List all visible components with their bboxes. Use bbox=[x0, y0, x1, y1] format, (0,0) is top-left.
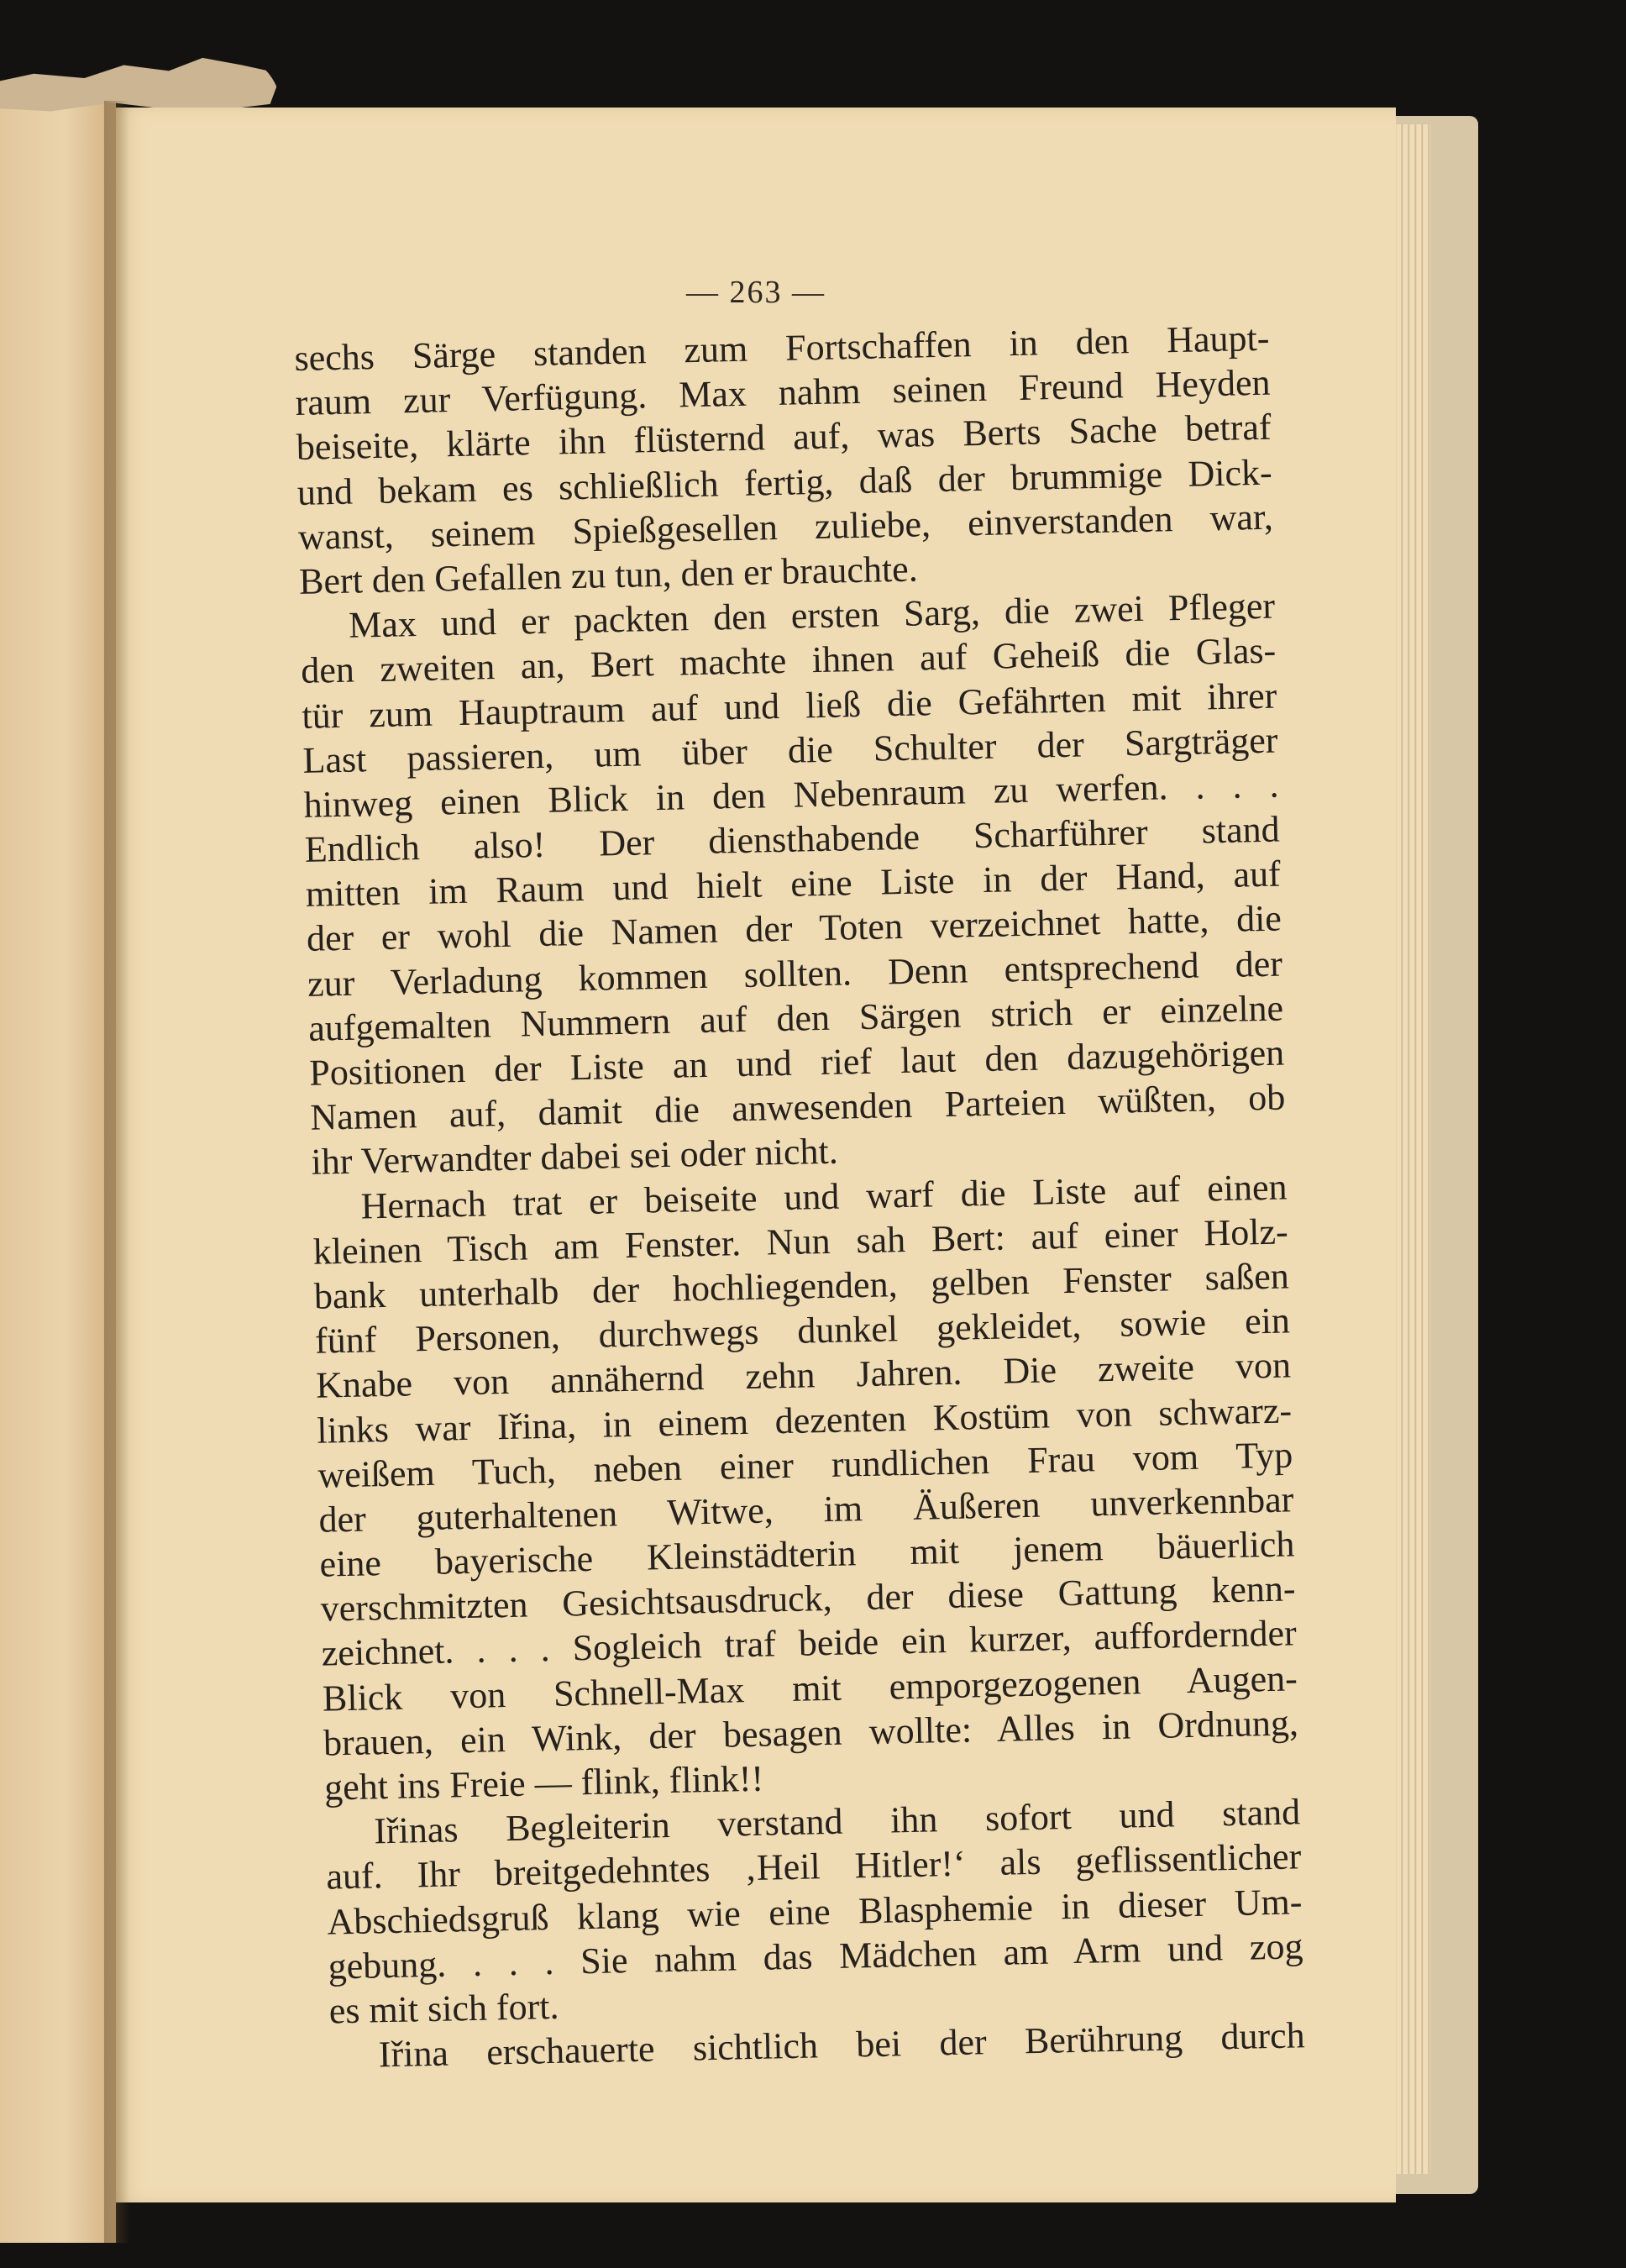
text-line: Abschiedsgruß klang wie eine Blasphemie in dieser Um- bbox=[327, 1880, 1303, 1943]
text-line: gebung. . . . Sie nahm das Mädchen am Arm und zog bbox=[328, 1925, 1303, 1987]
text-line: eine bayerische Kleinstädterin mit jenem bäuerlich bbox=[319, 1523, 1295, 1585]
text-line: brauen, ein Wink, der besagen wollte: Alles in Ordnung, bbox=[323, 1702, 1299, 1764]
page-stack-edges bbox=[1390, 124, 1430, 2174]
text-line: Max und er packten den ersten Sarg, die zwei Pfleger bbox=[348, 585, 1276, 646]
text-line: Bert den Gefallen zu tun, den er brauchte. bbox=[298, 548, 919, 602]
text-line: der guterhaltenen Witwe, im Äußeren unverkennbar bbox=[318, 1478, 1294, 1541]
text-line: Iřina erschauerte sichtlich bei der Berührung durch bbox=[378, 2014, 1306, 2076]
text-line: zeichnet. . . . Sogleich traf beide ein kurzer, auffordernder bbox=[321, 1612, 1298, 1675]
text-line: geht ins Freie — flink, flink!! bbox=[323, 1757, 764, 1809]
text-line: ihr Verwandter dabei sei oder nicht. bbox=[311, 1131, 839, 1184]
text-line: Hernach trat er beiseite und warf die Liste auf einen bbox=[360, 1166, 1288, 1227]
text-line: Iřinas Begleiterin verstand ihn sofort und stand bbox=[373, 1791, 1301, 1852]
text-line: verschmitzten Gesichtsausdruck, der diese Gattung kenn- bbox=[320, 1567, 1297, 1630]
text-line: auf. Ihr breitgedehntes ‚Heil Hitler!‘ als geflissentlicher bbox=[325, 1835, 1302, 1898]
text-line: weißem Tuch, neben einer rundlichen Frau vom Typ bbox=[317, 1434, 1293, 1496]
text-line: Namen auf, damit die anwesenden Parteien wüßten, ob bbox=[309, 1076, 1286, 1138]
text-line: Blick von Schnell-Max mit emporgezogenen Augen- bbox=[322, 1656, 1298, 1719]
text-line: Knabe von annähernd zehn Jahren. Die zweite von bbox=[315, 1344, 1292, 1407]
page-number: — 263 — bbox=[686, 275, 826, 310]
body-text bbox=[294, 316, 1305, 2078]
text-line: Last passieren, um über die Schulter der Sargträger bbox=[302, 719, 1278, 781]
text-line: links war Iřina, in einem dezenten Kostüm von schwarz- bbox=[316, 1389, 1293, 1452]
text-line: bank unterhalb der hochliegenden, gelben Fenster saßen bbox=[313, 1255, 1290, 1317]
text-line: fünf Personen, durchwegs dunkel gekleidet, sowie ein bbox=[314, 1299, 1291, 1362]
text-line: kleinen Tisch am Fenster. Nun sah Bert: auf einer Holz- bbox=[312, 1210, 1289, 1273]
text-line: sechs Särge standen zum Fortschaffen in den Haupt- bbox=[294, 317, 1270, 379]
spine-gutter-shadow bbox=[104, 101, 129, 2243]
text-line: mitten im Raum und hielt eine Liste in der Hand, auf bbox=[305, 853, 1282, 916]
text-line: der er wohl die Namen der Toten verzeichnet hatte, die bbox=[306, 897, 1282, 960]
text-line: den zweiten an, Bert machte ihnen auf Geheiß die Glas- bbox=[300, 629, 1277, 692]
text-line: raum zur Verfügung. Max nahm seinen Freund Heyden bbox=[295, 361, 1271, 424]
text-line: es mit sich fort. bbox=[328, 1985, 559, 2032]
text-line: Endlich also! Der diensthabende Scharführer stand bbox=[304, 808, 1281, 870]
text-line: aufgemalten Nummern auf den Särgen strich er einzelne bbox=[307, 987, 1284, 1049]
book-page bbox=[116, 108, 1396, 2202]
text-line: beiseite, klärte ihn flüsternd auf, was Berts Sache betraf bbox=[296, 407, 1272, 469]
text-line: und bekam es schließlich fertig, daß der brummige Dick- bbox=[296, 451, 1273, 513]
text-line: tür zum Hauptraum auf und ließ die Gefährten mit ihrer bbox=[301, 675, 1277, 737]
text-line: hinweg einen Blick in den Nebenraum zu werfen. . . . bbox=[303, 764, 1279, 826]
text-line: zur Verladung kommen sollten. Denn entsprechend der bbox=[307, 942, 1283, 1005]
previous-page-edge bbox=[0, 91, 116, 2243]
text-line: Positionen der Liste an und rief laut den dazugehörigen bbox=[308, 1032, 1285, 1094]
text-line: wanst, seinem Spießgesellen zuliebe, einverstanden war, bbox=[297, 496, 1274, 558]
